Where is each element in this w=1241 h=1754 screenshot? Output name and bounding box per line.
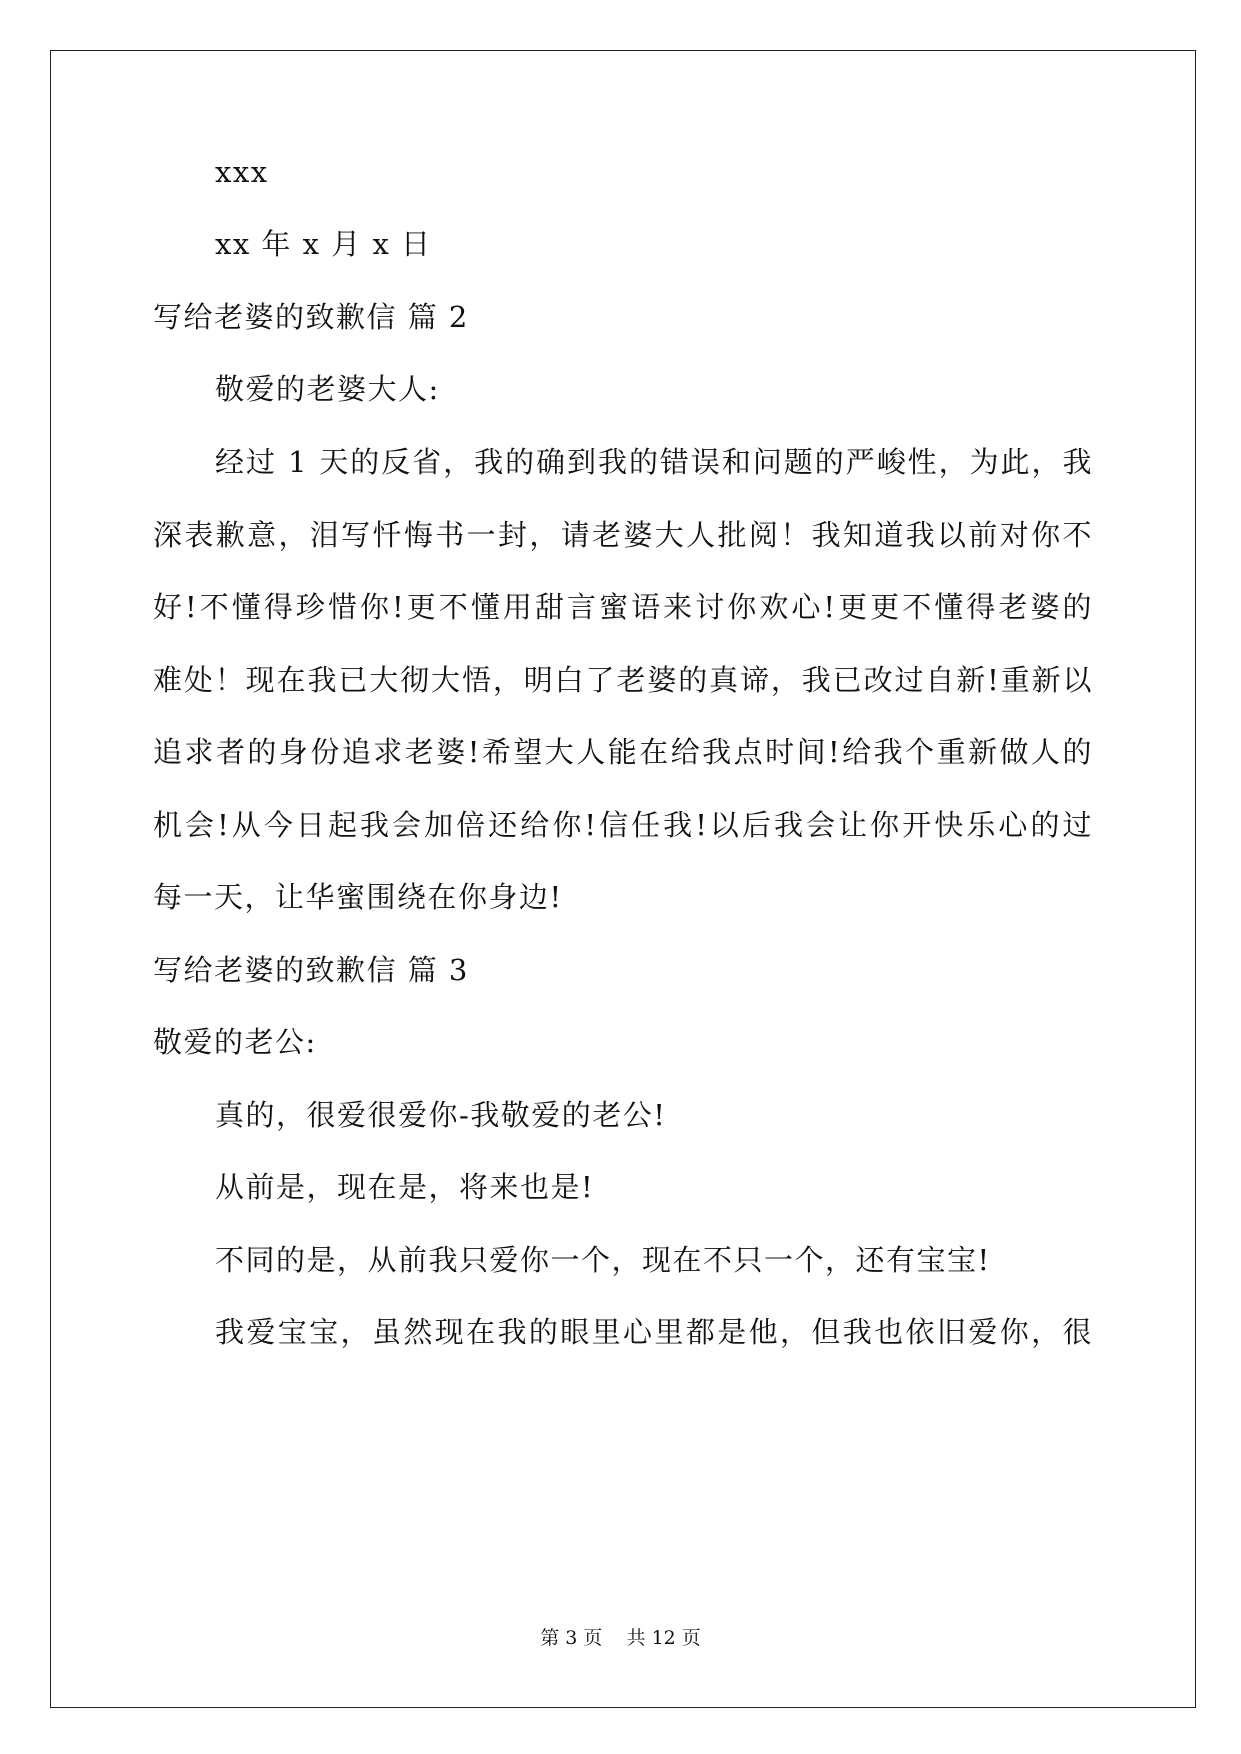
body-line: 机会!从今日起我会加倍还给你!信任我!以后我会让你开快乐心的过 (153, 808, 1093, 842)
salutation: 敬爱的老婆大人: (215, 372, 440, 406)
body-line: 不同的是，从前我只爱你一个，现在不只一个，还有宝宝! (215, 1243, 991, 1277)
page-number-footer: 第 3 页 共 12 页 (540, 1627, 701, 1649)
section-heading: 写给老婆的致歉信 篇 2 (153, 300, 469, 334)
body-line: 我爱宝宝，虽然现在我的眼里心里都是他，但我也依旧爱你，很 (215, 1315, 1093, 1349)
salutation: 敬爱的老公: (153, 1025, 317, 1059)
body-line: 每一天，让华蜜围绕在你身边! (153, 880, 563, 914)
body-line: 难处！现在我已大彻大悟，明白了老婆的真谛，我已改过自新!重新以 (153, 663, 1093, 697)
body-line: 从前是，现在是，将来也是! (215, 1170, 595, 1204)
body-line: 追求者的身份追求老婆!希望大人能在给我点时间!给我个重新做人的 (153, 735, 1093, 769)
body-line: 经过 1 天的反省，我的确到我的错误和问题的严峻性，为此，我 (215, 445, 1093, 479)
body-line: 真的，很爱很爱你-我敬爱的老公! (215, 1098, 667, 1132)
signature-line: xxx (215, 155, 269, 189)
date-line: xx 年 x 月 x 日 (215, 227, 432, 261)
body-line: 好!不懂得珍惜你!更不懂用甜言蜜语来讨你欢心!更更不懂得老婆的 (153, 590, 1093, 624)
body-line: 深表歉意，泪写忏悔书一封，请老婆大人批阅！我知道我以前对你不 (153, 518, 1093, 552)
section-heading: 写给老婆的致歉信 篇 3 (153, 953, 469, 987)
